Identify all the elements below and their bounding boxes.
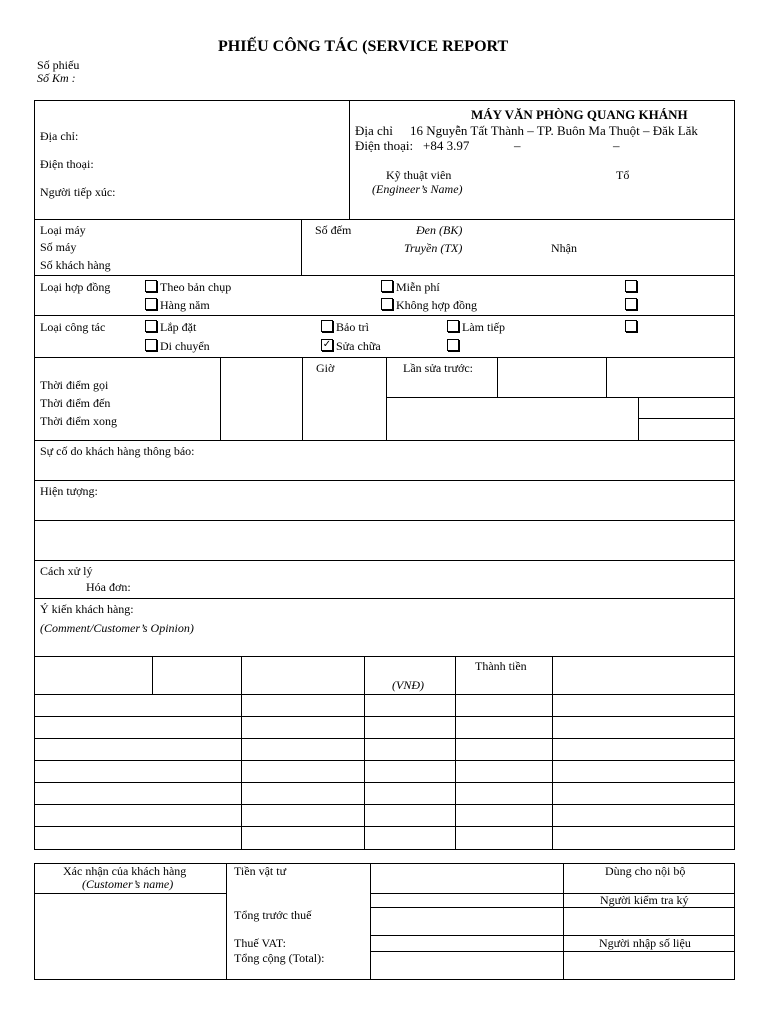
page-title: PHIẾU CÔNG TÁC (SERVICE REPORT [218,38,509,55]
company-phone: +84 3.97 [423,138,470,153]
report-number-label: Số phiếu [37,58,80,72]
work-type-label: Loại công tác [40,320,106,334]
contract-checkbox[interactable] [381,280,393,292]
contract-option-label: Không hợp đồng [396,298,478,312]
resolution-label: Cách xử lý [40,564,93,578]
hour-label: Giờ [316,361,335,375]
contract-option-label: Theo bản chụp [160,280,232,294]
vat-label: Thuế VAT: [234,936,286,950]
time-finished-label: Thời điểm xong [40,414,118,428]
company-address: 16 Nguyễn Tất Thành – TP. Buôn Ma Thuột – Đăk Lăk [410,123,698,138]
work-checkbox[interactable] [447,339,459,351]
km-label: Số Km : [37,71,76,85]
total-label: Tổng cộng (Total): [234,951,325,965]
amount-header: Thành tiền [475,659,527,673]
contract-checkbox[interactable] [145,280,157,292]
customer-address-label: Địa chỉ: [40,129,79,143]
machine-type-label: Loại máy [40,223,86,237]
reported-issue-label: Sự cố do khách hàng thông báo: [40,444,195,458]
customer-name-label: (Customer’s name) [82,877,174,891]
work-option-label: Làm tiếp [462,320,505,334]
data-entry-label: Người nhập số liệu [599,936,691,950]
work-option-label: Bảo trì [336,320,369,334]
work-option-label: Di chuyển [160,339,210,353]
customer-phone-label: Điện thoại: [40,157,94,171]
counter-tx-label: Truyền (TX) [404,241,463,255]
customer-confirm-label: Xác nhận của khách hàng [63,864,187,878]
contract-option-label: Hàng năm [160,298,210,312]
customer-comment-label: Ý kiến khách hàng: [40,602,134,616]
work-checkbox[interactable] [145,339,157,351]
currency-label: (VNĐ) [392,678,424,692]
work-checkbox[interactable] [321,320,333,332]
company-name: MÁY VĂN PHÒNG QUANG KHÁNH [471,107,688,122]
company-phone-label: Điện thoại: [355,138,414,153]
work-checkbox[interactable] [625,320,637,332]
materials-cost-label: Tiền vật tư [234,864,287,878]
contract-checkbox[interactable] [625,298,637,310]
internal-use-label: Dùng cho nội bộ [605,864,686,878]
work-checkbox-checked[interactable]: ✓ [322,339,332,350]
counter-rx-label: Nhận [551,241,577,255]
invoice-label: Hóa đơn: [86,580,131,594]
contract-checkbox[interactable] [145,298,157,310]
team-label: Tổ [616,168,630,182]
counter-label: Số đếm [315,223,352,237]
engineer-en-label: (Engineer’s Name) [372,182,463,196]
customer-comment-en-label: (Comment/Customer’s Opinion) [40,621,194,635]
customer-number-label: Số khách hàng [40,258,111,272]
phone-dash: – [514,138,521,153]
contact-person-label: Người tiếp xúc: [40,185,116,199]
work-checkbox[interactable] [447,320,459,332]
phone-dash: – [613,138,620,153]
work-option-label: Lắp đặt [160,320,197,334]
last-repair-label: Lần sửa trước: [403,361,473,375]
contract-checkbox[interactable] [381,298,393,310]
work-checkbox[interactable] [145,320,157,332]
counter-black-label: Đen (BK) [416,223,463,237]
machine-number-label: Số máy [40,240,77,254]
contract-option-label: Miễn phí [396,280,440,294]
subtotal-label: Tổng trước thuế [234,908,312,922]
time-called-label: Thời điểm gọi [40,378,109,392]
engineer-label: Kỹ thuật viên [386,168,452,182]
symptom-label: Hiện tượng: [40,484,98,498]
company-address-label: Địa chỉ [355,123,393,138]
time-arrived-label: Thời điểm đến [40,396,111,410]
work-option-label: Sửa chữa [336,339,381,353]
contract-type-label: Loại hợp đồng [40,280,111,294]
checker-signature-label: Người kiểm tra ký [600,893,689,907]
contract-checkbox[interactable] [625,280,637,292]
